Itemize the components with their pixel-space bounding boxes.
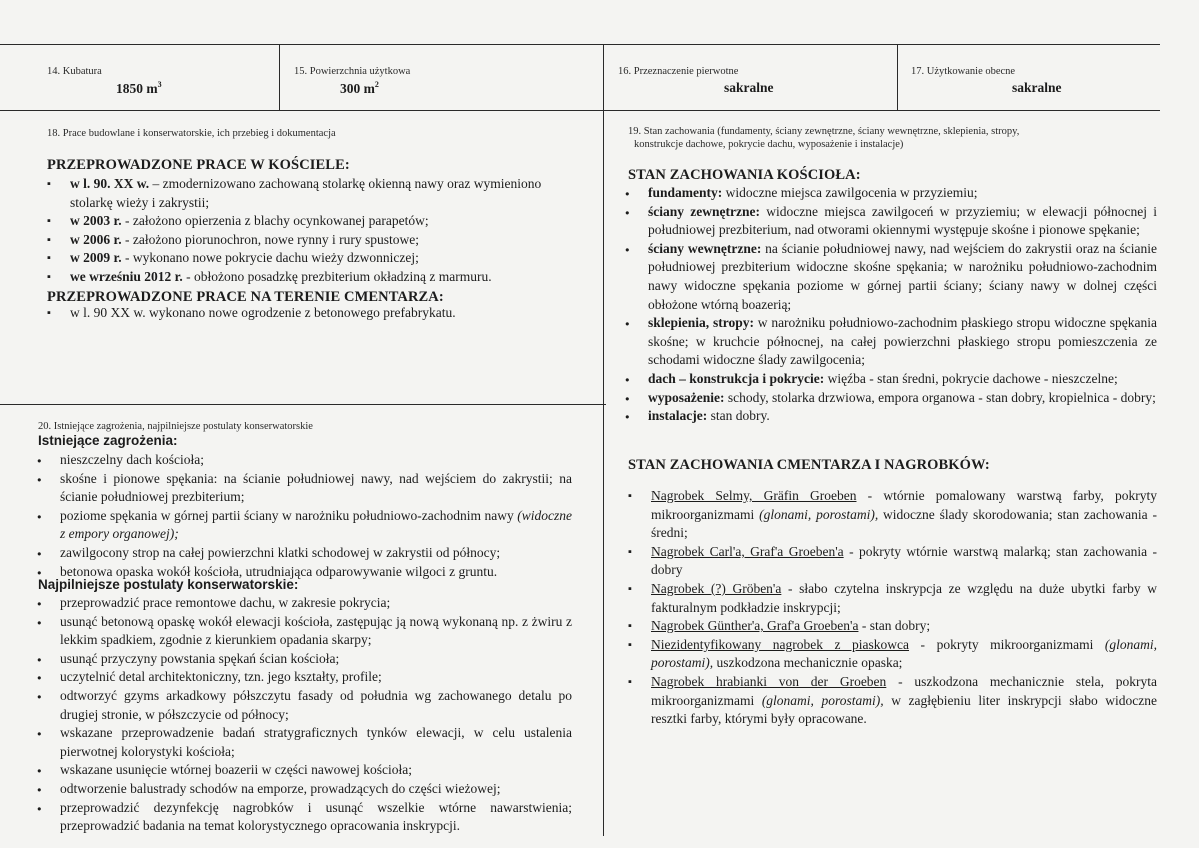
top-border bbox=[0, 44, 1160, 45]
section18-cemetery-list bbox=[44, 304, 564, 323]
section18-bottom-border bbox=[0, 404, 606, 405]
list-item: ● betonowa opaska wokół kościoła, utrudniająca odparowywanie wilgoci z gruntu. bbox=[34, 563, 572, 582]
threats-list bbox=[34, 451, 572, 581]
list-item: ● wyposażenie: schody, stolarka drzwiowa, empora organowa - stan dobry, kropielnica - dobry; bbox=[622, 389, 1157, 408]
section19-label: 19. Stan zachowania (fundamenty, ściany zewnętrzne, ściany wewnętrzne, sklepienia, stropy, konstrukcje dachowe, pokrycie dachu, wyposażenie i instalacje) bbox=[628, 126, 1020, 150]
postulates-heading: Najpilniejsze postulaty konserwatorskie: bbox=[38, 577, 299, 592]
section18-church-list bbox=[44, 175, 564, 287]
list-item: ▪ w 2003 r. - założono opierzenia z blachy ocynkowanej parapetów; bbox=[44, 212, 564, 231]
list-item: ● poziome spękania w górnej partii ściany w narożniku południowo-zachodnim nawy (widoczne z empory organowej); bbox=[34, 507, 572, 544]
box-divider-1 bbox=[279, 44, 280, 110]
section19-cemetery-list bbox=[625, 487, 1157, 729]
section20-label: 20. Istniejące zagrożenia, najpilniejsze postulaty konserwatorskie bbox=[38, 421, 313, 432]
list-item: ▪ w 2006 r. - założono piorunochron, nowe rynny i rury spustowe; bbox=[44, 231, 564, 250]
list-item: ▪ Nagrobek Günther'a, Graf'a Groeben'a - stan dobry; bbox=[625, 617, 1157, 636]
powierzchnia-label: 15. Powierzchnia użytkowa bbox=[294, 66, 411, 77]
threats-heading: Istniejące zagrożenia: bbox=[38, 433, 178, 448]
center-divider bbox=[603, 44, 604, 836]
list-item: ● nieszczelny dach kościoła; bbox=[34, 451, 572, 470]
section18-church-heading: PRZEPROWADZONE PRACE W KOŚCIELE: bbox=[47, 157, 350, 173]
uzytkowanie-label: 17. Użytkowanie obecne bbox=[911, 66, 1016, 77]
list-item: ● wskazane usunięcie wtórnej boazerii w części nawowej kościoła; bbox=[34, 761, 572, 780]
list-item: ● odtworzenie balustrady schodów na emporze, prowadzących do części wieżowej; bbox=[34, 780, 572, 799]
list-item: ● usunąć betonową opaskę wokół elewacji kościoła, zastępując ją nową wykonaną np. z żwiru z lekkim spadkiem, zgodnie z kierunkiem opadania skarpy; bbox=[34, 613, 572, 650]
box-divider-3 bbox=[897, 44, 898, 110]
list-item: ● usunąć przyczyny powstania spękań ścian kościoła; bbox=[34, 650, 572, 669]
przeznaczenie-label: 16. Przeznaczenie pierwotne bbox=[618, 66, 739, 77]
list-item: ● instalacje: stan dobry. bbox=[622, 407, 1157, 426]
list-item: ▪ w l. 90 XX w. wykonano nowe ogrodzenie z betonowego prefabrykatu. bbox=[44, 304, 564, 323]
boxes-bottom-border bbox=[0, 110, 1160, 111]
uzytkowanie-value: sakralne bbox=[1012, 80, 1062, 95]
section19-cemetery-heading: STAN ZACHOWANIA CMENTARZA I NAGROBKÓW: bbox=[628, 457, 990, 473]
list-item: ▪ Nagrobek (?) Gröben'a - słabo czytelna inskrypcja ze względu na duże ubytki farby w fakturalnym podkładzie inskrypcji; bbox=[625, 580, 1157, 617]
list-item: ▪ Niezidentyfikowany nagrobek z piaskowca - pokryty mikroorganizmami (glonami, porostami), uszkodzona mechanicznie opaska; bbox=[625, 636, 1157, 673]
list-item: ● skośne i pionowe spękania: na ścianie południowej nawy, nad wejściem do zakrystii; na ścianie południowej prezbiterium; bbox=[34, 470, 572, 507]
section19-church-heading: STAN ZACHOWANIA KOŚCIOŁA: bbox=[628, 167, 861, 183]
list-item: ● przeprowadzić prace remontowe dachu, w zakresie pokrycia; bbox=[34, 594, 572, 613]
list-item: ▪ w 2009 r. - wykonano nowe pokrycie dachu wieży dzwonniczej; bbox=[44, 249, 564, 268]
kubatura-value: 1850 $m^3$ bbox=[116, 80, 162, 96]
section18-label: 18. Prace budowlane i konserwatorskie, ich przebieg i dokumentacja bbox=[47, 128, 336, 139]
kubatura-label: 14. Kubatura bbox=[47, 66, 102, 77]
list-item: ▪ w l. 90. XX w. – zmodernizowano zachowaną stolarkę okienną nawy oraz wymieniono stolarkę wieży i zakrystii; bbox=[44, 175, 564, 212]
list-item: ● ściany zewnętrzne: widoczne miejsca zawilgoceń w przyziemiu; w elewacji północnej i południowej prezbiterium, nad otworami okiennymi występuje skośne i pionowe spękanie; bbox=[622, 203, 1157, 240]
list-item: ● zawilgocony strop na całej powierzchni klatki schodowej w zakrystii od północy; bbox=[34, 544, 572, 563]
list-item: ● odtworzyć gzyms arkadkowy półszczytu fasady od południa wg zachowanego detalu po drugiej stronie, w półszczycie od północy; bbox=[34, 687, 572, 724]
powierzchnia-value: 300 $m^2$ bbox=[340, 80, 379, 96]
postulates-list bbox=[34, 594, 572, 836]
list-item: ▪ Nagrobek Selmy, Gräfin Groeben - wtórnie pomalowany warstwą farby, pokryty mikroorganizmami (glonami, porostami), widoczne ślady skorodowania; stan zachowania - średni; bbox=[625, 487, 1157, 543]
list-item: ● przeprowadzić dezynfekcję nagrobków i usunąć wszelkie wtórne nawarstwienia; przeprowadzić badania na temat kolorystycznego opracowania inskrypcji. bbox=[34, 799, 572, 836]
list-item: ● dach – konstrukcja i pokrycie: więźba - stan średni, pokrycie dachowe - nieszczelne; bbox=[622, 370, 1157, 389]
section19-church-list bbox=[622, 184, 1157, 426]
list-item: ▪ Nagrobek hrabianki von der Groeben - uszkodzona mechanicznie stela, pokryta mikroorganizmami (glonami, porostami), w zagłębieniu liter inskrypcji słabo widoczne resztki farby, którymi były opracowane. bbox=[625, 673, 1157, 729]
list-item: ▪ we wrześniu 2012 r. - obłożono posadzkę prezbiterium okładziną z marmuru. bbox=[44, 268, 564, 287]
list-item: ● fundamenty: widoczne miejsca zawilgocenia w przyziemiu; bbox=[622, 184, 1157, 203]
przeznaczenie-value: sakralne bbox=[724, 80, 774, 95]
list-item: ▪ Nagrobek Carl'a, Graf'a Groeben'a - pokryty wtórnie warstwą malarką; stan zachowania - dobry bbox=[625, 543, 1157, 580]
section18-cemetery-heading: PRZEPROWADZONE PRACE NA TERENIE CMENTARZA: bbox=[47, 289, 444, 305]
list-item: ● sklepienia, stropy: w narożniku południowo-zachodnim płaskiego stropu widoczne spękania skośne; w kruchcie północnej, na całej powierzchni płaskiego stropu pomieszczenia ze schodami widoczne ślady zawilgocenia; bbox=[622, 314, 1157, 370]
list-item: ● uczytelnić detal architektoniczny, tzn. jego kształty, profile; bbox=[34, 668, 572, 687]
list-item: ● ściany wewnętrzne: na ścianie południowej nawy, nad wejściem do zakrystii oraz na ścianie południowej prezbiterium widoczne skośne spękania; w narożniku południowo-zachodnim nawy widoczne spękania poziome w górnej partii ściany; ściany nawy w dolnej części obłożone wtórną boazerią; bbox=[622, 240, 1157, 314]
list-item: ● wskazane przeprowadzenie badań stratygraficznych tynków elewacji, w celu ustalenia pierwotnej kolorystyki kościoła; bbox=[34, 724, 572, 761]
